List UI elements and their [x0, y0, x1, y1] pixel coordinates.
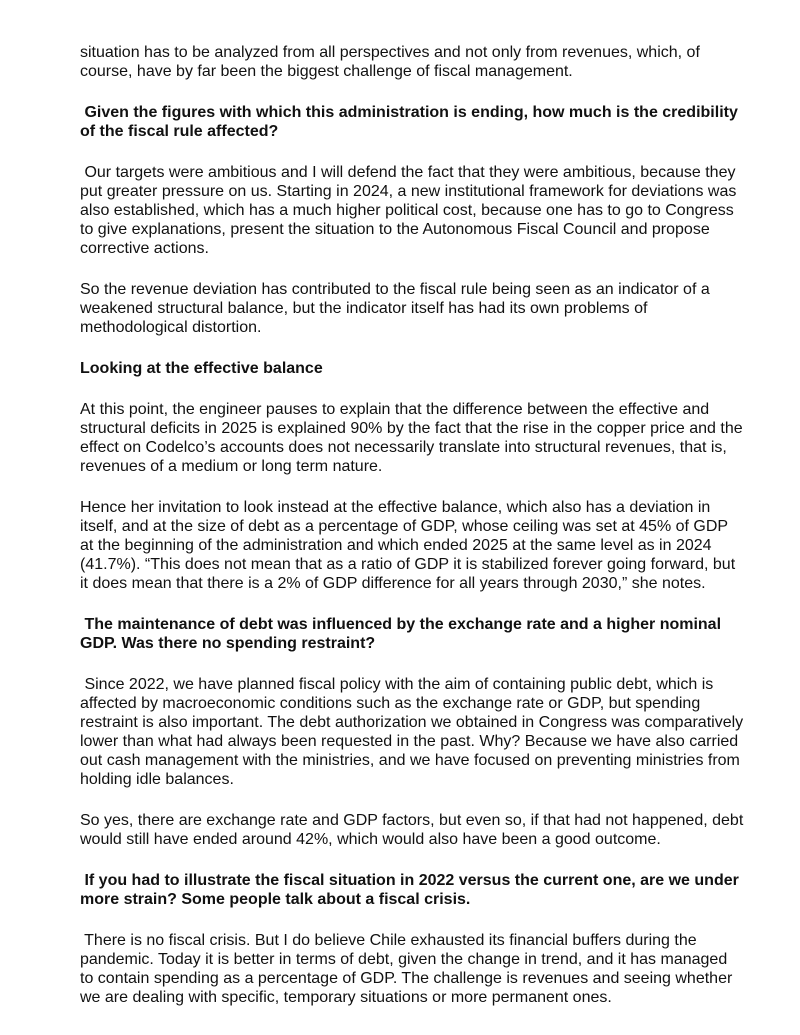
text-line: would still have ended around 42%, which would also have been a good outcome. [80, 831, 661, 848]
text-line: So the revenue deviation has contributed to the fiscal rule being seen as an indicator of a [80, 281, 710, 298]
text-line: lower than what had always been requested in the past. Why? Because we have also carried [80, 733, 739, 750]
text-line: to give explanations, present the situation to the Autonomous Fiscal Council and propose [80, 221, 710, 238]
text-line: to contain spending as a percentage of GDP. The challenge is revenues and seeing whether [80, 970, 733, 987]
text-line: structural deficits in 2025 is explained 90% by the fact that the rise in the copper price and the [80, 420, 743, 437]
text-line: Since 2022, we have planned fiscal policy with the aim of containing public debt, which is [80, 676, 714, 693]
body-paragraph [80, 675, 744, 789]
body-paragraph [80, 43, 740, 81]
text-line: The maintenance of debt was influenced by the exchange rate and a higher nominal [80, 616, 722, 633]
text-line: weakened structural balance, but the indicator itself has had its own problems of [80, 300, 648, 317]
text-line: GDP. Was there no spending restraint? [80, 635, 376, 652]
text-line: more strain? Some people talk about a fiscal crisis. [80, 891, 471, 908]
body-paragraph [80, 931, 740, 1007]
body-paragraph [80, 498, 740, 593]
text-line: pandemic. Today it is better in terms of debt, given the change in trend, and it has managed [80, 951, 728, 968]
text-line: affected by macroeconomic conditions such as the exchange rate or GDP, but spending [80, 695, 701, 712]
text-line: revenues of a medium or long term nature. [80, 458, 383, 475]
body-paragraph [80, 280, 740, 337]
section-heading [80, 359, 740, 378]
text-line: holding idle balances. [80, 771, 234, 788]
text-line: it does mean that there is a 2% of GDP difference for all years through 2030,” she notes. [80, 575, 706, 592]
text-line: methodological distortion. [80, 319, 262, 336]
body-paragraph [80, 400, 743, 476]
text-line: out cash management with the ministries, and we have focused on preventing ministries from [80, 752, 740, 769]
text-line: Given the figures with which this administration is ending, how much is the credibility [80, 104, 738, 121]
text-line: At this point, the engineer pauses to explain that the difference between the effective and [80, 401, 710, 418]
text-line: itself, and at the size of debt as a percentage of GDP, whose ceiling was set at 45% of GDP [80, 518, 729, 535]
body-paragraph [80, 163, 740, 258]
text-line: of the fiscal rule affected? [80, 123, 279, 140]
text-line: Hence her invitation to look instead at the effective balance, which also has a deviation in [80, 499, 711, 516]
text-line: (41.7%). “This does not mean that as a ratio of GDP it is stabilized forever going forward, but [80, 556, 736, 573]
section-heading [80, 615, 740, 653]
text-line: Our targets were ambitious and I will defend the fact that they were ambitious, because they [80, 164, 736, 181]
text-line: course, have by far been the biggest challenge of fiscal management. [80, 63, 573, 80]
document-body [80, 43, 744, 1029]
text-line: put greater pressure on us. Starting in 2024, a new institutional framework for deviations was [80, 183, 737, 200]
text-line: So yes, there are exchange rate and GDP factors, but even so, if that had not happened, debt [80, 812, 744, 829]
text-line: we are dealing with specific, temporary situations or more permanent ones. [80, 989, 612, 1006]
text-line: at the beginning of the administration and which ended 2025 at the same level as in 2024 [80, 537, 712, 554]
section-heading [80, 103, 740, 141]
body-paragraph [80, 811, 744, 849]
text-line: restraint is also important. The debt authorization we obtained in Congress was comparatively [80, 714, 744, 731]
text-line: If you had to illustrate the fiscal situation in 2022 versus the current one, are we under [80, 872, 739, 889]
text-line: effect on Codelco’s accounts does not necessarily translate into structural revenues, that is, [80, 439, 727, 456]
text-line: also established, which has a much higher political cost, because one has to go to Congress [80, 202, 734, 219]
section-heading [80, 871, 740, 909]
text-line: situation has to be analyzed from all perspectives and not only from revenues, which, of [80, 44, 700, 61]
text-line: There is no fiscal crisis. But I do believe Chile exhausted its financial buffers during the [80, 932, 697, 949]
text-line: Looking at the effective balance [80, 360, 323, 377]
text-line: corrective actions. [80, 240, 209, 257]
